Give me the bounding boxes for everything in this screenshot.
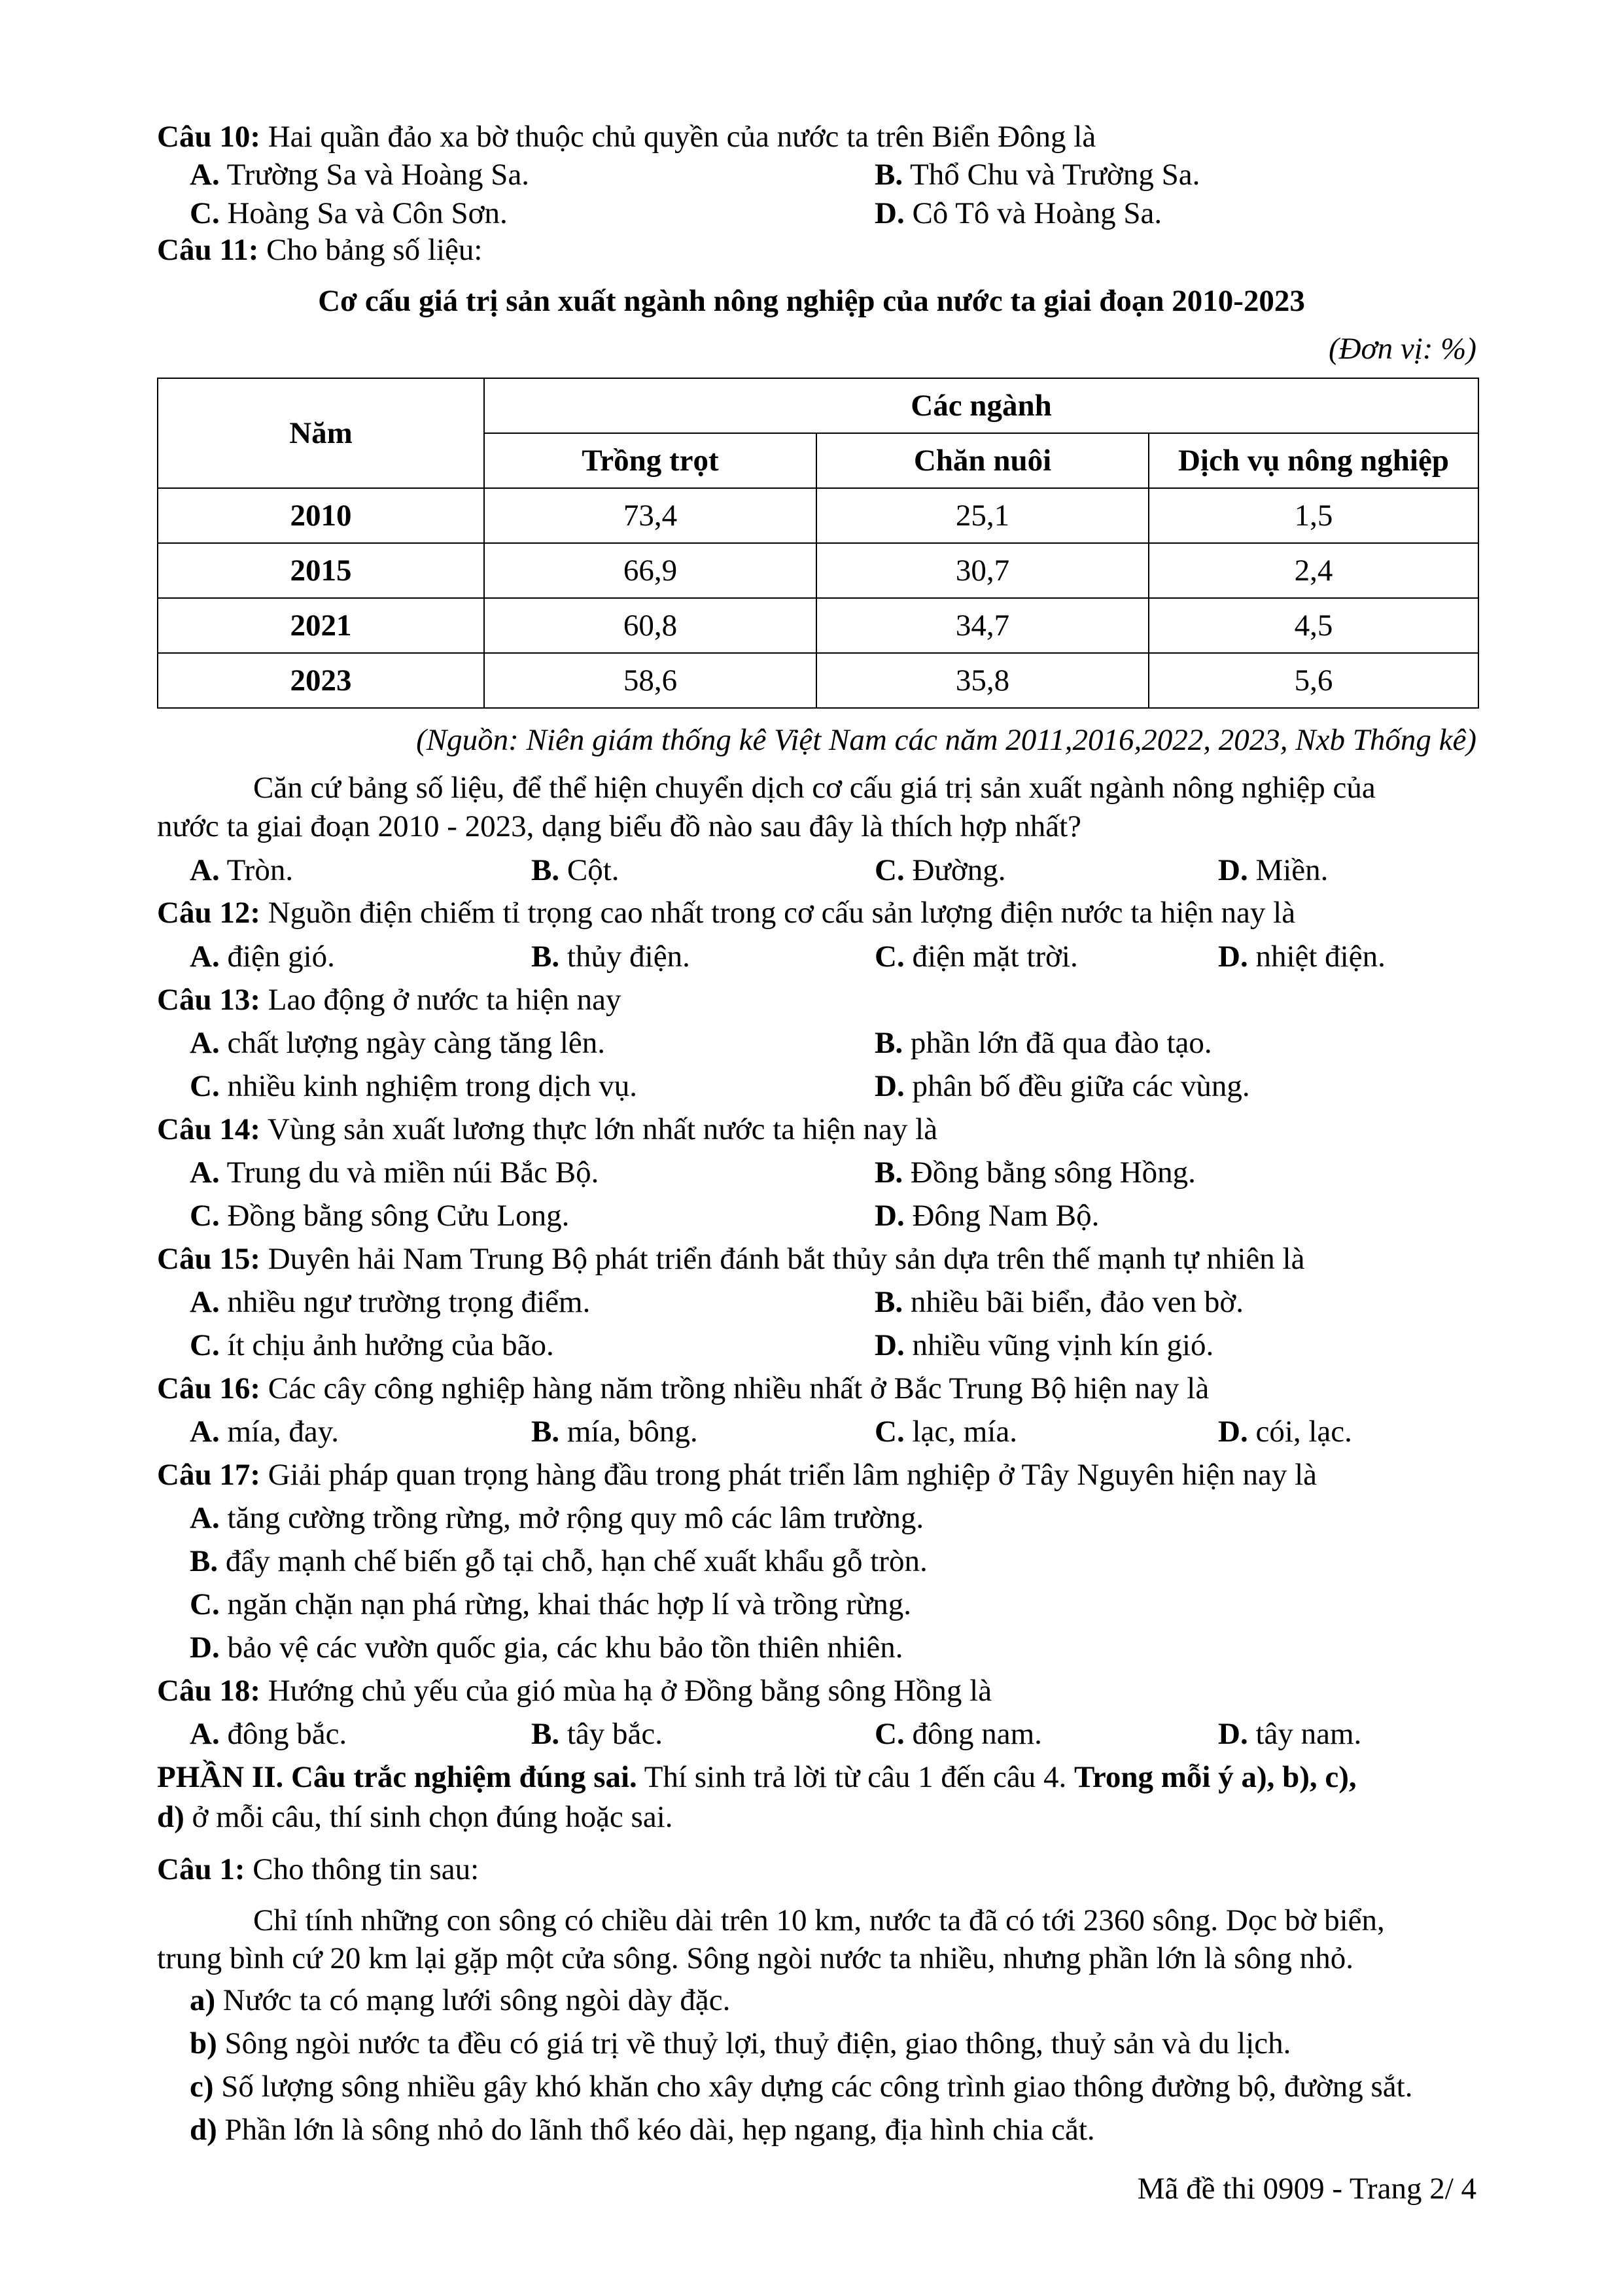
option-a [190, 1157, 599, 1188]
option-a [190, 1287, 590, 1318]
statement-key: b) [190, 2026, 217, 2060]
option-text: Hoàng Sa và Côn Sơn. [227, 196, 508, 230]
option-key: B. [875, 1026, 903, 1060]
option-d [1218, 1417, 1352, 1447]
statement-text: Số lượng sông nhiều gây khó khăn cho xây dựng các công trình giao thông đường bộ, đường sắt. [221, 2070, 1413, 2104]
option-c [875, 1417, 1017, 1447]
question-label: Câu 10: [157, 120, 260, 154]
part-instruction: ở mỗi câu, thí sinh chọn đúng hoặc sai. [184, 1800, 673, 1834]
year-cell: 2010 [158, 488, 484, 543]
value-cell: 73,4 [484, 488, 816, 543]
option-text: Trường Sa và Hoàng Sa. [226, 158, 530, 192]
option-text: Đường. [912, 853, 1006, 887]
option-key: A. [190, 1156, 220, 1190]
question-text: Giải pháp quan trọng hàng đầu trong phát triển lâm nghiệp ở Tây Nguyên hiện nay là [268, 1458, 1318, 1492]
option-text: Miền. [1255, 853, 1329, 887]
option-text: Tròn. [226, 853, 294, 887]
question-text: Vùng sản xuất lương thực lớn nhất nước ta hiện nay là [267, 1112, 938, 1146]
option-key: B. [531, 1717, 560, 1751]
option-text: nhiệt điện. [1255, 940, 1386, 974]
question-17 [157, 1460, 1317, 1491]
column-header: Dịch vụ nông nghiệp [1149, 433, 1478, 488]
option-text: đẩy mạnh chế biến gỗ tại chỗ, hạn chế xuất khẩu gỗ tròn. [225, 1544, 928, 1578]
statement-text: Nước ta có mạng lưới sông ngòi dày đặc. [222, 1983, 731, 2017]
option-key: D. [190, 1631, 220, 1665]
option-c [190, 198, 508, 229]
option-text: ngăn chặn nạn phá rừng, khai thác hợp lí và trồng rừng. [227, 1587, 911, 1621]
option-text: Đồng bằng sông Hồng. [910, 1156, 1196, 1190]
option-c [875, 1719, 1042, 1750]
option-key: B. [190, 1544, 218, 1578]
question-text: Nguồn điện chiếm tỉ trọng cao nhất trong cơ cấu sản lượng điện nước ta hiện nay là [268, 896, 1296, 930]
table-source: (Nguồn: Niên giám thống kê Việt Nam các năm 2011,2016,2022, 2023, Nxb Thống kê) [416, 723, 1476, 757]
statement-text: Phần lớn là sông nhỏ do lãnh thổ kéo dài, hẹp ngang, địa hình chia cắt. [224, 2113, 1095, 2147]
question-label: Câu 18: [157, 1674, 260, 1708]
option-key: D. [875, 196, 905, 230]
question-12 [157, 898, 1295, 928]
statement-key: c) [190, 2070, 214, 2104]
option-b [531, 942, 690, 972]
question-label: Câu 13: [157, 983, 260, 1017]
question-text: Các cây công nghiệp hàng năm trồng nhiều nhất ở Bắc Trung Bộ hiện nay là [268, 1371, 1210, 1405]
statement-key: a) [190, 1983, 216, 2017]
statement-d [190, 2115, 1095, 2146]
question-15 [157, 1244, 1304, 1275]
option-key: D. [875, 1199, 905, 1233]
option-key: C. [190, 1328, 220, 1362]
option-text: tây nam. [1255, 1717, 1362, 1751]
question-11 [157, 235, 482, 266]
part-instruction-bold: d) [157, 1800, 184, 1834]
question-body-line: Căn cứ bảng số liệu, để thể hiện chuyển dịch cơ cấu giá trị sản xuất ngành nông nghiệp của [253, 771, 1376, 805]
option-key: D. [1218, 1717, 1248, 1751]
statement-key: d) [190, 2113, 217, 2147]
year-cell: 2021 [158, 598, 484, 653]
option-key: A. [190, 940, 220, 974]
option-text: Thổ Chu và Trường Sa. [910, 158, 1200, 192]
table-row [158, 598, 1478, 653]
value-cell: 4,5 [1149, 598, 1478, 653]
option-text: đông bắc. [227, 1717, 347, 1751]
value-cell: 35,8 [816, 653, 1149, 708]
option-d [875, 1071, 1250, 1102]
option-a [190, 942, 335, 972]
option-key: A. [190, 1026, 220, 1060]
option-key: D. [1218, 1415, 1248, 1449]
value-cell: 25,1 [816, 488, 1149, 543]
option-c [875, 855, 1005, 886]
option-key: A. [190, 853, 220, 887]
option-text: đông nam. [912, 1717, 1042, 1751]
option-c [190, 1201, 569, 1231]
value-cell: 58,6 [484, 653, 816, 708]
passage-line: Chỉ tính những con sông có chiều dài trên 10 km, nước ta đã có tới 2360 sông. Dọc bờ biển, [253, 1903, 1385, 1937]
option-d [875, 198, 1162, 229]
question-text: Hướng chủ yếu của gió mùa hạ ở Đồng bằng sông Hồng là [268, 1674, 992, 1708]
option-text: nhiều vũng vịnh kín gió. [912, 1328, 1214, 1362]
option-key: D. [1218, 940, 1248, 974]
option-key: B. [531, 1415, 560, 1449]
option-text: thủy điện. [567, 940, 690, 974]
option-key: A. [190, 1285, 220, 1319]
part-intro: Thí sinh trả lời từ câu 1 đến câu 4. [637, 1760, 1074, 1794]
option-b [875, 1028, 1212, 1059]
option-key: C. [875, 940, 905, 974]
question-label: Câu 14: [157, 1112, 260, 1146]
option-d [190, 1633, 903, 1663]
option-text: phân bố đều giữa các vùng. [912, 1069, 1250, 1103]
statement-a [190, 1985, 730, 2016]
question-label: Câu 15: [157, 1242, 260, 1276]
option-d [1218, 1719, 1361, 1750]
year-cell: 2015 [158, 543, 484, 598]
option-a [190, 1028, 605, 1059]
option-a [190, 1719, 347, 1750]
option-key: B. [875, 1285, 903, 1319]
option-b [875, 1287, 1244, 1318]
part-2-heading-line2 [157, 1802, 673, 1833]
option-d [1218, 942, 1386, 972]
statement-text: Sông ngòi nước ta đều có giá trị về thuỷ lợi, thuỷ điện, giao thông, thuỷ sản và du lịch. [224, 2026, 1291, 2060]
option-key: B. [875, 1156, 903, 1190]
question-label: Câu 11: [157, 233, 259, 267]
question-label: Câu 16: [157, 1371, 260, 1405]
data-table [157, 378, 1479, 709]
table-row [158, 488, 1478, 543]
option-b [190, 1546, 928, 1577]
option-text: Cột. [567, 853, 620, 887]
option-text: Trung du và miền núi Bắc Bộ. [226, 1156, 599, 1190]
option-c [190, 1589, 911, 1620]
value-cell: 1,5 [1149, 488, 1478, 543]
table-row [158, 653, 1478, 708]
option-key: C. [190, 1587, 220, 1621]
option-key: C. [875, 1415, 905, 1449]
option-text: bảo vệ các vườn quốc gia, các khu bảo tồn thiên nhiên. [227, 1631, 903, 1665]
part-instruction-bold: Trong mỗi ý a), b), c), [1073, 1760, 1357, 1794]
option-text: ít chịu ảnh hưởng của bão. [227, 1328, 554, 1362]
option-text: cói, lạc. [1255, 1415, 1352, 1449]
question-body-line: nước ta giai đoạn 2010 - 2023, dạng biểu đồ nào sau đây là thích hợp nhất? [157, 809, 1082, 843]
table-title: Cơ cấu giá trị sản xuất ngành nông nghiệp của nước ta giai đoạn 2010-2023 [318, 284, 1305, 318]
option-b [875, 1157, 1196, 1188]
option-key: A. [190, 1501, 220, 1535]
statement-c [190, 2072, 1412, 2102]
option-key: B. [875, 158, 903, 192]
part-2-heading [157, 1762, 1357, 1793]
table-unit: (Đơn vị: %) [1328, 332, 1476, 366]
option-text: tăng cường trồng rừng, mở rộng quy mô các lâm trường. [227, 1501, 924, 1535]
option-d [875, 1201, 1099, 1231]
value-cell: 5,6 [1149, 653, 1478, 708]
year-header: Năm [158, 378, 484, 488]
group-header: Các ngành [484, 378, 1478, 433]
part-title: PHẦN II. Câu trắc nghiệm đúng sai. [157, 1760, 637, 1794]
option-key: B. [531, 940, 560, 974]
statement-b [190, 2028, 1291, 2059]
value-cell: 34,7 [816, 598, 1149, 653]
option-key: A. [190, 1415, 220, 1449]
question-text: Cho thông tin sau: [253, 1852, 480, 1886]
question-label: Câu 12: [157, 896, 260, 930]
column-header: Chăn nuôi [816, 433, 1149, 488]
option-text: Cô Tô và Hoàng Sa. [912, 196, 1162, 230]
option-key: C. [875, 1717, 905, 1751]
option-b [531, 1417, 698, 1447]
option-text: nhiều kinh nghiệm trong dịch vụ. [227, 1069, 638, 1103]
option-key: A. [190, 1717, 220, 1751]
option-key: D. [875, 1069, 905, 1103]
option-c [875, 942, 1078, 972]
question-13 [157, 985, 621, 1016]
option-text: nhiều bãi biển, đảo ven bờ. [910, 1285, 1244, 1319]
value-cell: 66,9 [484, 543, 816, 598]
option-key: C. [190, 1199, 220, 1233]
option-d [875, 1330, 1213, 1361]
option-text: chất lượng ngày càng tăng lên. [227, 1026, 606, 1060]
question-text: Lao động ở nước ta hiện nay [268, 983, 621, 1017]
option-d [1218, 855, 1328, 886]
table-row [158, 543, 1478, 598]
option-key: C. [190, 196, 220, 230]
question-label: Câu 17: [157, 1458, 260, 1492]
option-a [190, 1503, 924, 1534]
part2-question-1 [157, 1854, 479, 1885]
question-10 [157, 122, 1096, 152]
option-b [531, 1719, 663, 1750]
option-text: Đồng bằng sông Cửu Long. [227, 1199, 570, 1233]
option-b [875, 160, 1200, 190]
question-label: Câu 1: [157, 1852, 245, 1886]
option-c [190, 1071, 637, 1102]
option-key: C. [190, 1069, 220, 1103]
year-cell: 2023 [158, 653, 484, 708]
question-text: Cho bảng số liệu: [266, 233, 483, 267]
option-text: phần lớn đã qua đào tạo. [910, 1026, 1212, 1060]
value-cell: 2,4 [1149, 543, 1478, 598]
option-b [531, 855, 620, 886]
option-text: mía, bông. [567, 1415, 698, 1449]
question-text: Hai quần đảo xa bờ thuộc chủ quyền của nước ta trên Biển Đông là [268, 120, 1096, 154]
page-footer: Mã đề thi 0909 - Trang 2/ 4 [1137, 2172, 1476, 2206]
question-16 [157, 1373, 1209, 1404]
option-a [190, 855, 293, 886]
question-14 [157, 1114, 937, 1145]
option-text: điện mặt trời. [912, 940, 1078, 974]
option-a [190, 160, 529, 190]
option-a [190, 1417, 339, 1447]
option-text: tây bắc. [567, 1717, 663, 1751]
option-key: D. [1218, 853, 1248, 887]
column-header: Trồng trọt [484, 433, 816, 488]
option-text: nhiều ngư trường trọng điểm. [227, 1285, 591, 1319]
option-text: điện gió. [227, 940, 335, 974]
question-18 [157, 1676, 992, 1706]
question-text: Duyên hải Nam Trung Bộ phát triển đánh bắt thủy sản dựa trên thế mạnh tự nhiên là [268, 1242, 1305, 1276]
passage-line: trung bình cứ 20 km lại gặp một cửa sông. Sông ngòi nước ta nhiều, nhưng phần lớn là sông nhỏ. [157, 1941, 1354, 1975]
option-key: B. [531, 853, 560, 887]
option-key: D. [875, 1328, 905, 1362]
option-key: C. [875, 853, 905, 887]
option-c [190, 1330, 554, 1361]
option-text: mía, đay. [227, 1415, 339, 1449]
option-text: Đông Nam Bộ. [912, 1199, 1100, 1233]
value-cell: 60,8 [484, 598, 816, 653]
option-key: A. [190, 158, 220, 192]
value-cell: 30,7 [816, 543, 1149, 598]
option-text: lạc, mía. [912, 1415, 1017, 1449]
